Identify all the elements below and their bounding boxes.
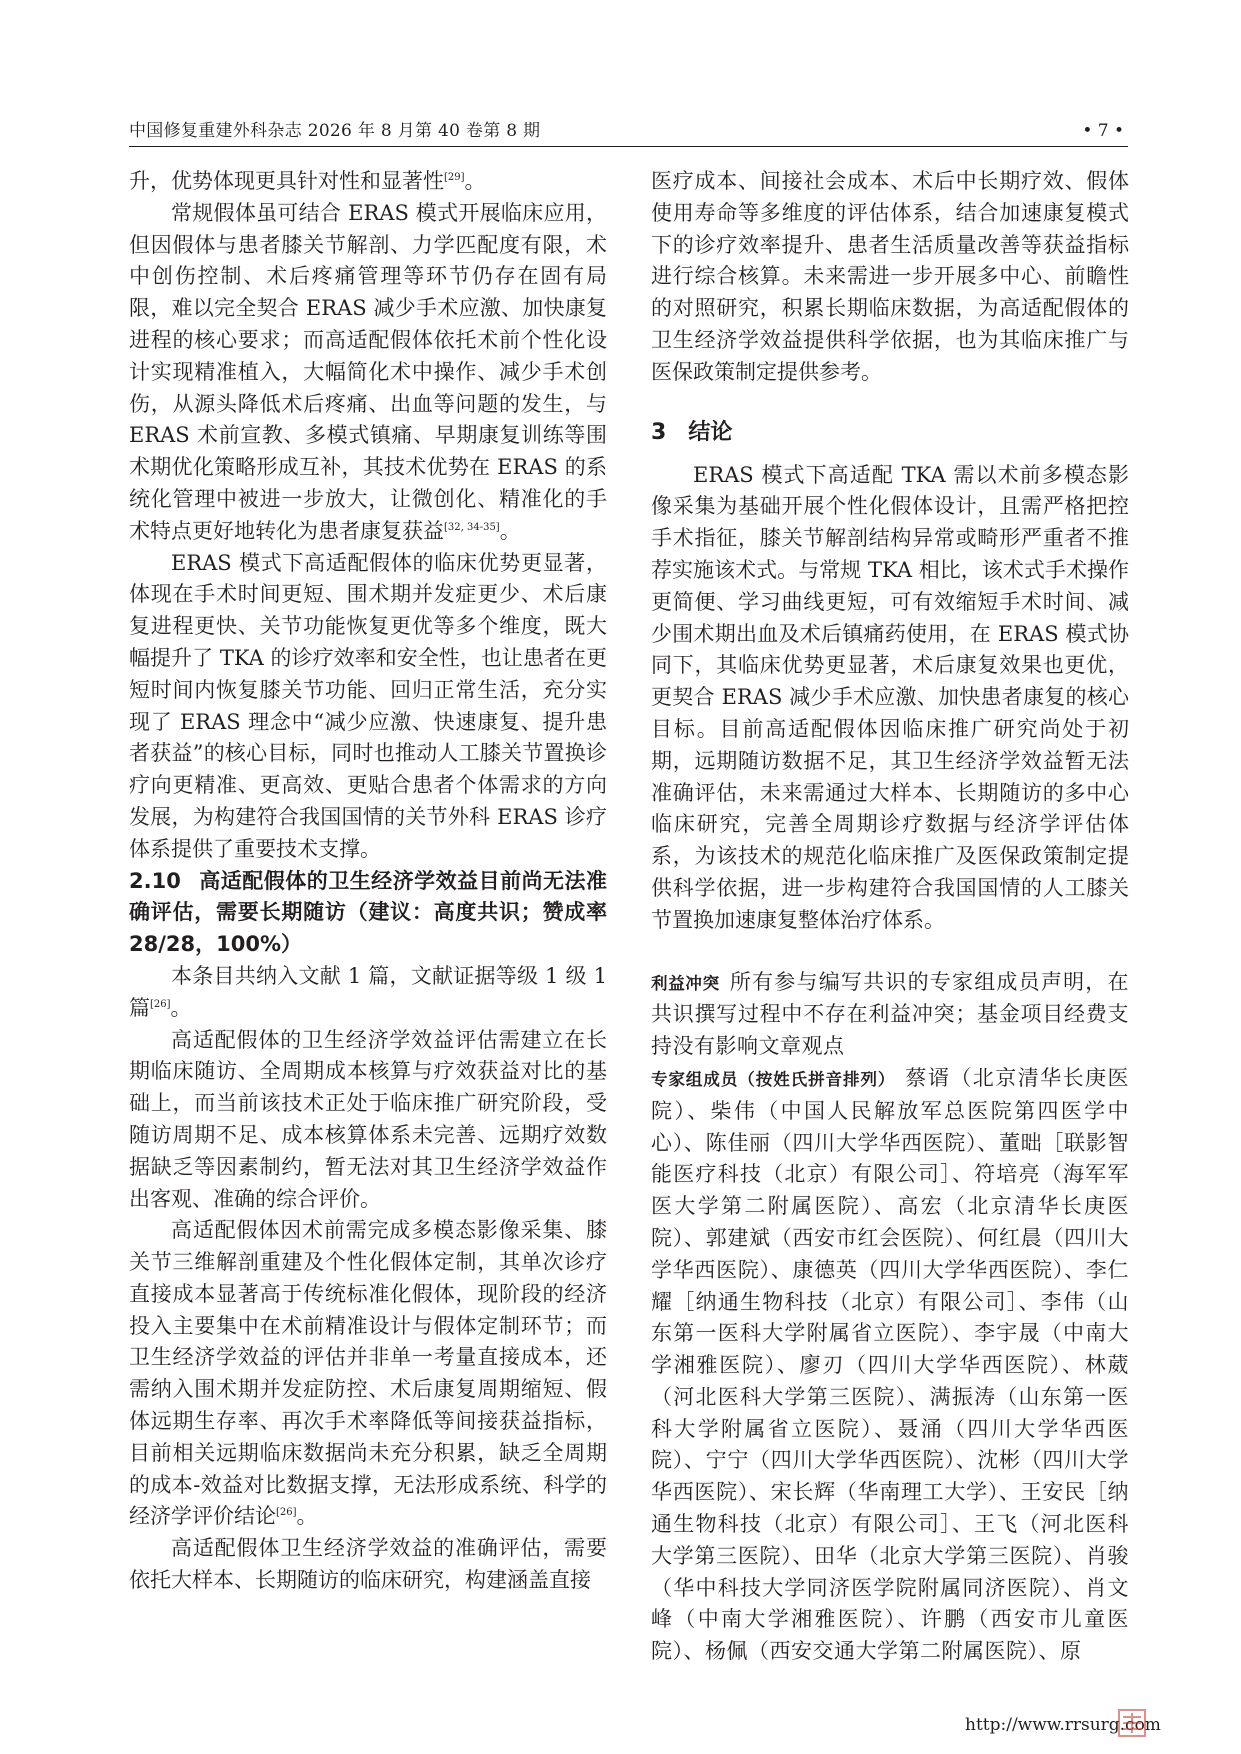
citation: [26] bbox=[150, 998, 171, 1010]
section-heading: 2.10 高适配假体的卫生经济学效益目前尚无法准确评估，需要长期随访（建议：高度共识；赞成率 28/28，100%） bbox=[129, 868, 607, 957]
citation: [26] bbox=[276, 1507, 297, 1519]
running-header bbox=[129, 116, 1128, 147]
right-column bbox=[651, 166, 1129, 1668]
citation: [32, 34-35] bbox=[444, 521, 500, 533]
paragraph: 高适配假体的卫生经济学效益评估需建立在长期临床随访、全周期成本核算与疗效获益对比的基础上，而当前该技术正处于临床推广研究阶段，受随访周期不足、成本核算体系未完善、远期疗效数据缺乏等因素制约，暂无法对其卫生经济学效益作出客观、准确的综合评价。 bbox=[129, 1027, 607, 1211]
chapter-heading: 3 结论 bbox=[651, 419, 733, 445]
expert-panel: 专家组成员（按姓氏拼音排列） 蔡谞（北京清华长庚医院）、柴伟（中国人民解放军总医院第四医学中心）、陈佳丽（四川大学华西医院）、董昢［联影智能医疗科技（北京）有限公司］、符培亮（海军军医大学第二附属医院）、高宏（北京清华长庚医院）、郭建斌（西安市红会医院）、何红晨（四川大学华西医院）、康德英（四川大学华西医院）、李仁耀［纳通生物科技（北京）有限公司］、李伟（山东第一医科大学附属省立医院）、李宇晟（中南大学湘雅医院）、廖刃（四川大学华西医院）、林葳（河北医科大学第三医院）、满振涛（山东第一医科大学附属省立医院）、聂涌（四川大学华西医院）、宁宁（四川大学华西医院）、沈彬（四川大学华西医院）、宋长辉（华南理工大学）、王安民［纳通生物科技（北京）有限公司］、王飞（河北医科大学第三医院）、田华（北京大学第三医院）、肖骏（华中科技大学同济医学院附属同济医院）、肖文峰（中南大学湘雅医院）、许鹏（西安市儿童医院）、杨佩（西安交通大学第二附属医院）、原 bbox=[651, 1065, 1130, 1664]
paragraph: 医疗成本、间接社会成本、术后中长期疗效、假体使用寿命等多维度的评估体系，结合加速康复模式下的诊疗效率提升、患者生活质量改善等获益指标进行综合核算。未来需进一步开展多中心、前瞻性的对照研究，积累长期临床数据，为高适配假体的卫生经济学效益提供科学依据，也为其临床推广与医保政策制定提供参考。 bbox=[651, 169, 1129, 384]
left-column bbox=[129, 166, 607, 1597]
paragraph: 升，优势体现更具针对性和显著性[29]。 bbox=[129, 169, 486, 193]
conflict-of-interest: 利益冲突 所有参与编写共识的专家组成员声明，在共识撰写过程中不存在利益冲突；基金项目经费支持没有影响文章观点 bbox=[651, 969, 1130, 1059]
paragraph: 常规假体虽可结合 ERAS 模式开展临床应用，但因假体与患者膝关节解剖、力学匹配度有限，术中创伤控制、术后疼痛管理等环节仍存在固有局限，难以完全契合 ERAS 减少手术应激、加快康复进程的核心要求；而高适配假体依托术前个性化设计实现精准植入，大幅简化术中操作、减少手术创伤，从源头降低术后疼痛、出血等问题的发生，与 ERAS 术前宣教、多模式镇痛、早期康复训练等围术期优化策略形成互补，其技术优势在 ERAS 的系统化管理中被进一步放大，让微创化、精准化的手术特点更好地转化为患者康复获益[32, 34-35]。 bbox=[129, 200, 607, 543]
journal-title: 中国修复重建外科杂志 2026 年 8 月第 40 卷第 8 期 bbox=[129, 121, 541, 141]
citation: [29] bbox=[444, 172, 465, 183]
journal-logo-icon bbox=[1117, 1708, 1147, 1738]
paragraph: 高适配假体因术前需完成多模态影像采集、膝关节三维解剖重建及个性化假体定制，其单次诊疗直接成本显著高于传统标准化假体，现阶段的经济投入主要集中在术前精准设计与假体定制环节；而卫生经济学效益的评估并非单一考量直接成本，还需纳入围术期并发症防控、术后康复周期缩短、假体远期生存率、再次手术率降低等间接获益指标，目前相关远期临床数据尚未充分积累，缺乏全周期的成本-效益对比数据支撑，无法形成系统、科学的经济学评价结论[26]。 bbox=[129, 1218, 607, 1529]
paragraph: 本条目共纳入文献 1 篇，文献证据等级 1 级 1 篇[26]。 bbox=[129, 963, 607, 1020]
paragraph: ERAS 模式下高适配 TKA 需以术前多模态影像采集为基础开展个性化假体设计，且需严格把控手术指征，膝关节解剖结构异常或畸形严重者不推荐实施该术式。与常规 TKA 相比，该术式手术操作更简便、学习曲线更短，可有效缩短手术时间、减少围术期出血及术后镇痛药使用，在 ERAS 模式协同下，其临床优势更显著，术后康复效果也更优，更契合 ERAS 减少手术应激、加快患者康复的核心目标。目前高适配假体因临床推广研究尚处于初期，远期随访数据不足，其卫生经济学效益暂无法准确评估，未来需通过大样本、长期随访的多中心临床研究，完善全周期诊疗数据与经济学评估体系，为该技术的规范化临床推广及医保政策制定提供科学依据，进一步构建符合我国国情的人工膝关节置换加速康复整体治疗体系。 bbox=[651, 462, 1129, 932]
page-number: • 7 • bbox=[1082, 121, 1124, 141]
website-url[interactable]: http://www.rrsurg.com bbox=[965, 1715, 1161, 1735]
paragraph: 高适配假体卫生经济学效益的准确评估，需要依托大样本、长期随访的临床研究，构建涵盖直接 bbox=[129, 1536, 607, 1593]
paragraph: ERAS 模式下高适配假体的临床优势更显著，体现在手术时间更短、围术期并发症更少、术后康复进程更快、关节功能恢复更优等多个维度，既大幅提升了 TKA 的诊疗效率和安全性，也让患者在更短时间内恢复膝关节功能、回归正常生活，充分实现了 ERAS 理念中“减少应激、快速康复、提升患者获益”的核心目标，同时也推动人工膝关节置换诊疗向更精准、更高效、更贴合患者个体需求的方向发展，为构建符合我国国情的关节外科 ERAS 诊疗体系提供了重要技术支撑。 bbox=[129, 550, 607, 861]
